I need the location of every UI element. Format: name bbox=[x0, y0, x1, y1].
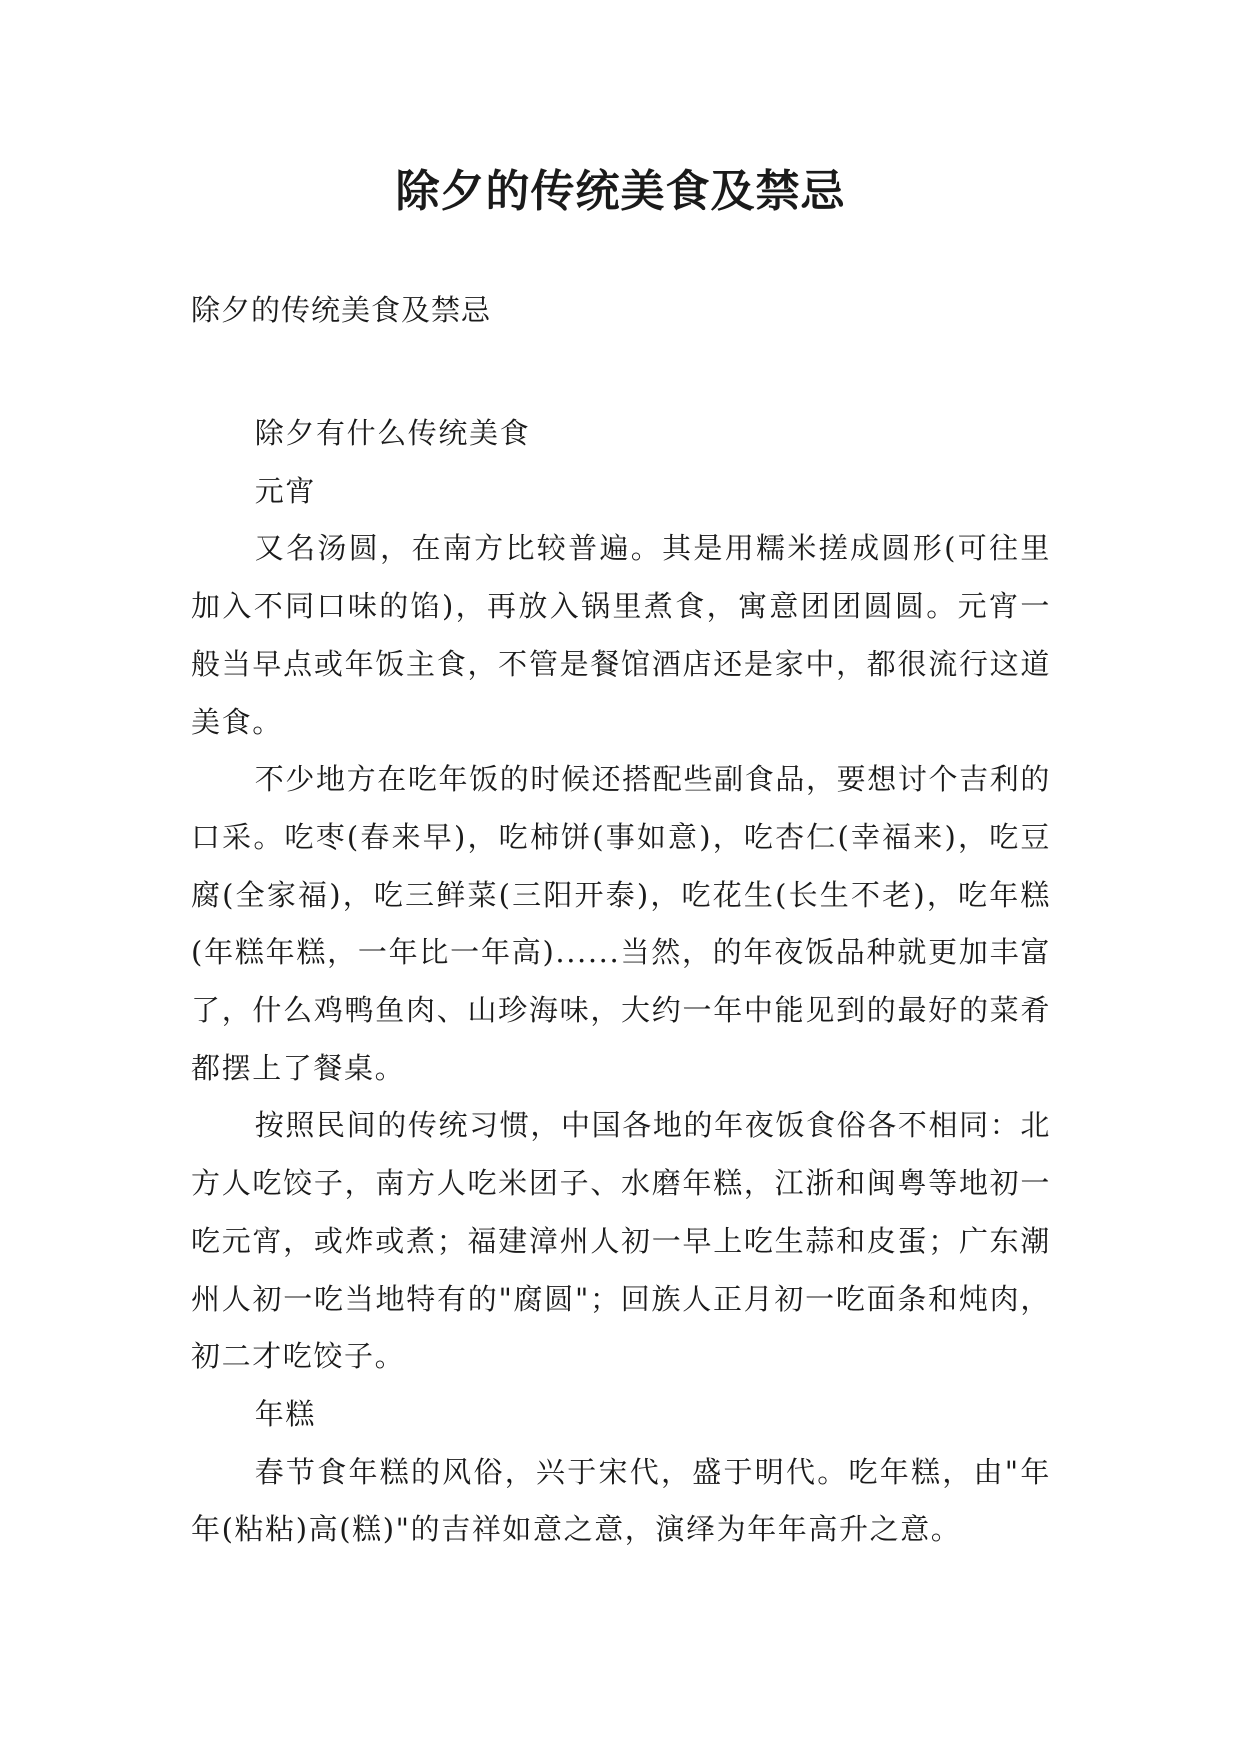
body-paragraph: 按照民间的传统习惯，中国各地的年夜饭食俗各不相同：北方人吃饺子，南方人吃米团子、水磨年糕，江浙和闽粤等地初一吃元宵，或炸或煮；福建漳州人初一早上吃生蒜和皮蛋；广东潮州人初一吃当地特有的"腐圆"；回族人正月初一吃面条和炖肉，初二才吃饺子。 bbox=[191, 1108, 1051, 1374]
body-paragraph: 春节食年糕的风俗，兴于宋代，盛于明代。吃年糕，由"年年(粘粘)高(糕)"的吉祥如意之意，演绎为年年高升之意。 bbox=[191, 1454, 1051, 1547]
item-heading-yuanxiao: 元宵 bbox=[254, 473, 316, 508]
document-subtitle: 除夕的传统美食及禁忌 bbox=[191, 293, 492, 327]
document-body bbox=[191, 405, 1051, 1559]
page-title: 除夕的传统美食及禁忌 bbox=[395, 166, 846, 217]
body-paragraph: 又名汤圆，在南方比较普遍。其是用糯米搓成圆形(可往里加入不同口味的馅)，再放入锅里煮食，寓意团团圆圆。元宵一般当早点或年饭主食，不管是餐馆酒店还是家中，都很流行这道美食。 bbox=[191, 531, 1051, 739]
section-heading: 除夕有什么传统美食 bbox=[254, 416, 531, 450]
body-paragraph: 不少地方在吃年饭的时候还搭配些副食品，要想讨个吉利的口采。吃枣(春来早)，吃柿饼(事如意)，吃杏仁(幸福来)，吃豆腐(全家福)，吃三鲜菜(三阳开泰)，吃花生(长生不老)，吃年糕(年糕年糕，一年比一年高)......当然，的年夜饭品种就更加丰富了，什么鸡鸭鱼肉、山珍海味，大约一年中能见到的最好的菜肴都摆上了餐桌。 bbox=[191, 762, 1051, 1085]
item-heading-niangao: 年糕 bbox=[254, 1396, 316, 1431]
